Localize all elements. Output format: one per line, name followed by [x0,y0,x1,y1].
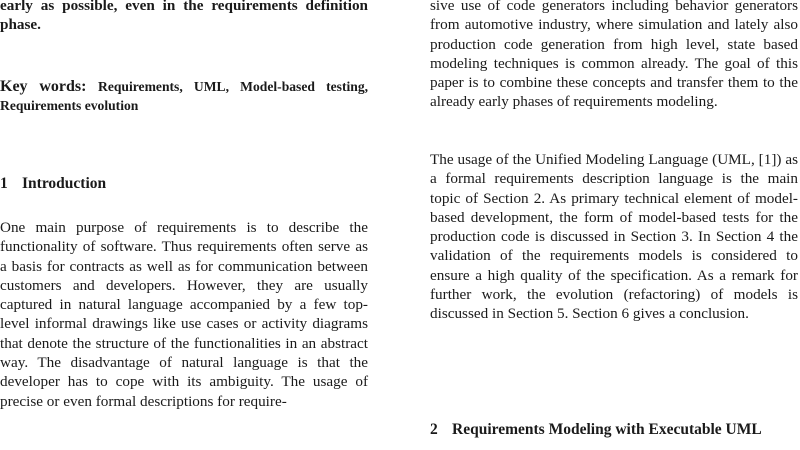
keywords-label: Key words: [0,78,87,95]
section-2-number: 2 [430,421,438,438]
right-paragraph-2: The usage of the Unified Modeling Language (UML, [1]) as a formal requirements description language is the main topic of Section 2. As primary technical element of model-based development, the form of model-based tests for the production code is discussed in Section 3. In Section 4 the validation of the requirements models is considered to ensure a high quality of the specification. As a remark for further work, the evolution (refactoring) of models is discussed in Section 5. Section 6 gives a conclusion. [430,151,798,323]
section-1-heading [0,174,368,193]
section-2-heading [430,420,798,439]
section-1-number: 1 [0,175,8,192]
section-1-title: Introduction [22,175,107,192]
keywords-text: Requirements, UML, Model-based testing, Requirements evolution [0,79,369,114]
keywords [0,77,368,116]
right-paragraph-1: sive use of code generators including behavior generators from automotive industry, where simulation and lately also production code generation from high level, state based modeling techniques is common already. The goal of this paper is to combine these concepts and transfer them to the already early phases of requirements modeling. [430,0,798,111]
abstract-tail: early as possible, even in the requirements definition phase. [0,0,368,34]
section-2-title: Requirements Modeling with Executable UML [452,421,762,438]
section-1-paragraph: One main purpose of requirements is to describe the functionality of software. Thus requirements often serve as a basis for contracts as well as for communication between customers and developers. However, they are usually captured in natural language accompanied by a few top-level informal drawings like use cases or activity diagrams that denote the structure of the functionalities in an abstract way. The disadvantage of natural language is that the developer has to cope with its ambiguity. The usage of precise or even formal descriptions for require- [0,219,368,410]
